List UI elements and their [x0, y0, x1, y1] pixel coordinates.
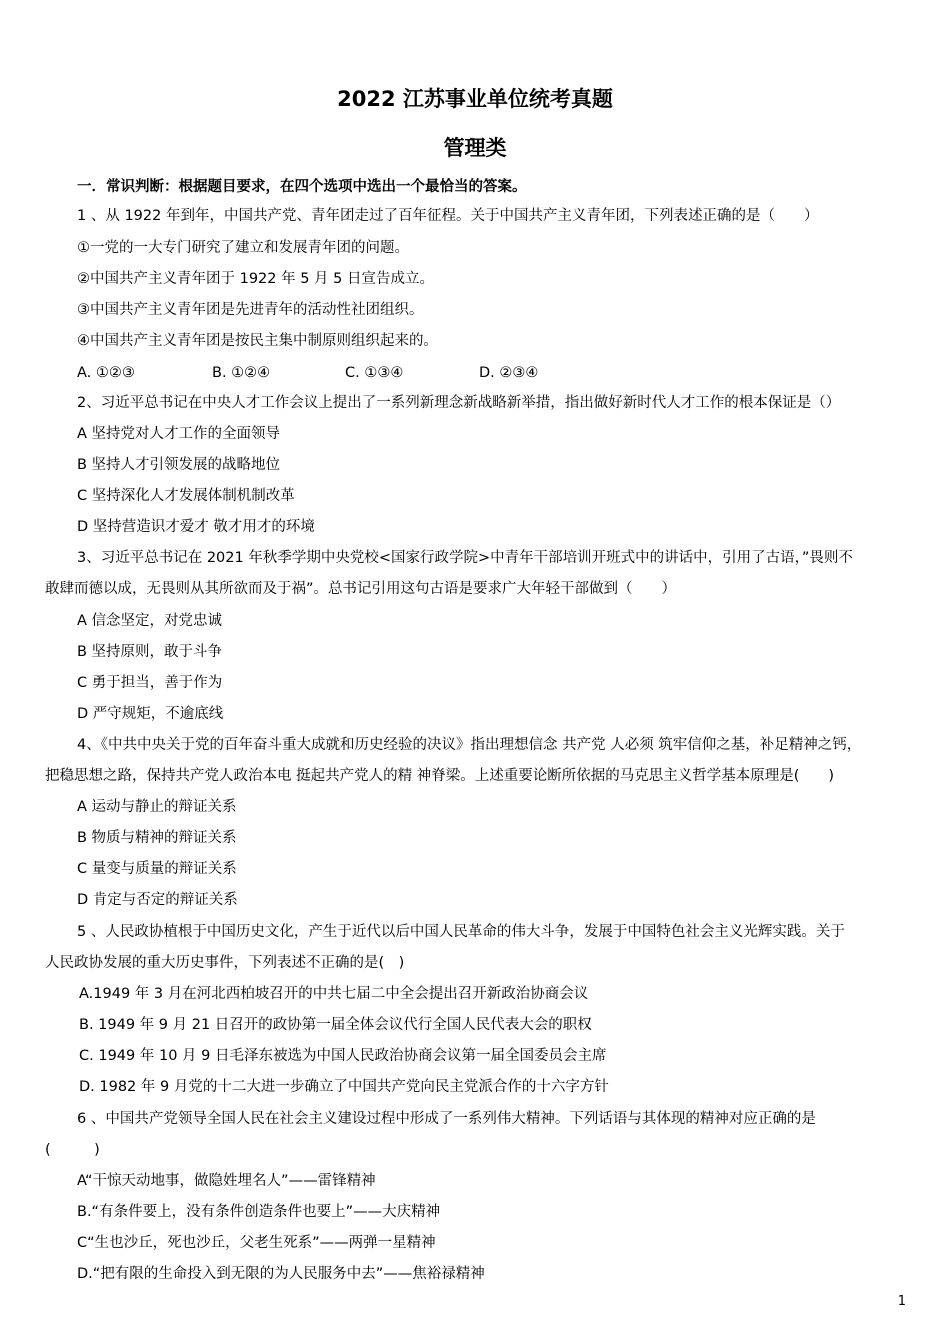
- question-5-option-b: B. 1949 年 9 月 21 日召开的政协第一届全体会议代行全国人民代表大会的职权: [79, 1017, 592, 1033]
- question-1-option-a: A. ①②③: [77, 365, 135, 381]
- question-5-stem-line-2: 人民政协发展的重大历史事件，下列表述不正确的是( ): [45, 955, 405, 971]
- question-3-stem-line-1: 3、习近平总书记在 2021 年秋季学期中央党校<国家行政学院>中青年干部培训开班式中的讲话中，引用了古语，”畏则不: [77, 550, 853, 566]
- question-4-option-a: A 运动与静止的辩证关系: [77, 799, 237, 815]
- question-2-option-a: A 坚持党对人才工作的全面领导: [77, 426, 281, 442]
- question-2-stem: 2、习近平总书记在中央人才工作会议上提出了一系列新理念新战略新举措，指出做好新时代人才工作的根本保证是（）: [77, 395, 841, 411]
- question-1-option-b: B. ①②④: [212, 365, 271, 381]
- question-1-statement-2: ②中国共产主义青年团于 1922 年 5 月 5 日宣告成立。: [77, 271, 435, 287]
- question-6-stem-line-2: ( ): [45, 1142, 100, 1158]
- question-6-option-d: D.“把有限的生命投入到无限的为人民服务中去”——焦裕禄精神: [77, 1266, 485, 1282]
- question-5-option-c: C. 1949 年 10 月 9 日毛泽东被选为中国人民政治协商会议第一届全国委员会主席: [79, 1048, 607, 1064]
- question-2-option-c: C 坚持深化人才发展体制机制改革: [77, 488, 295, 504]
- question-5-stem-line-1: 5 、人民政协植根于中国历史文化，产生于近代以后中国人民革命的伟大斗争，发展于中国特色社会主义光辉实践。关于: [77, 924, 845, 940]
- question-1-stem: 1 、从 1922 年到年，中国共产党、青年团走过了百年征程。关于中国共产主义青年团，下列表述正确的是（ ）: [77, 208, 819, 224]
- question-3-option-a: A 信念坚定，对党忠诚: [77, 613, 223, 629]
- question-2-option-b: B 坚持人才引领发展的战略地位: [77, 457, 281, 473]
- page-number: 1: [897, 1294, 906, 1309]
- question-4-stem-line-1: 4、《中共中央关于党的百年奋斗重大成就和历史经验的决议》指出理想信念 共产党 人必须 筑牢信仰之基，补足精神之钙，: [77, 737, 862, 753]
- question-6-option-a: A“干惊天动地事，做隐姓埋名人”——雷锋精神: [77, 1173, 376, 1189]
- question-3-option-b: B 坚持原则，敢于斗争: [77, 644, 223, 660]
- question-5-option-d: D. 1982 年 9 月党的十二大进一步确立了中国共产党向民主党派合作的十六字方针: [79, 1079, 609, 1095]
- question-4-option-c: C 量变与质量的辩证关系: [77, 861, 237, 877]
- question-1-option-d: D. ②③④: [479, 365, 539, 381]
- document-title: 2022 江苏事业单位统考真题: [337, 87, 613, 111]
- question-5-option-a: A.1949 年 3 月在河北西柏坡召开的中共七届二中全会提出召开新政治协商会议: [79, 986, 589, 1002]
- question-2-option-d: D 坚持营造识才爱才 敬才用才的环境: [77, 519, 315, 535]
- document-subtitle: 管理类: [443, 136, 507, 160]
- question-1-statement-4: ④中国共产主义青年团是按民主集中制原则组织起来的。: [77, 333, 438, 349]
- question-1-statement-3: ③中国共产主义青年团是先进青年的活动性社团组织。: [77, 302, 424, 318]
- question-4-option-d: D 肯定与否定的辩证关系: [77, 892, 238, 908]
- question-3-option-c: C 勇于担当，善于作为: [77, 675, 223, 691]
- question-1-option-c: C. ①③④: [345, 365, 404, 381]
- question-4-stem-line-2: 把稳思想之路，保持共产党人政治本电 挺起共产党人的精 神脊梁。上述重要论断所依据的马克思主义哲学基本原理是( ): [45, 768, 835, 784]
- question-3-option-d: D 严守规矩，不逾底线: [77, 706, 224, 722]
- question-6-option-c: C“生也沙丘，死也沙丘，父老生死系”——两弹一星精神: [77, 1235, 436, 1251]
- question-4-option-b: B 物质与精神的辩证关系: [77, 830, 237, 846]
- question-1-statement-1: ①一党的一大专门研究了建立和发展青年团的问题。: [77, 240, 409, 256]
- question-6-stem-line-1: 6 、中国共产党领导全国人民在社会主义建设过程中形成了一系列伟大精神。下列话语与其体现的精神对应正确的是: [77, 1111, 816, 1127]
- section-heading: 一．常识判断：根据题目要求，在四个选项中选出一个最恰当的答案。: [77, 179, 527, 195]
- question-6-option-b: B.“有条件要上，没有条件创造条件也要上”——大庆精神: [77, 1204, 441, 1220]
- question-3-stem-line-2: 敢肆而德以成，无畏则从其所欲而及于祸”。总书记引用这句古语是要求广大年轻干部做到（ ）: [45, 581, 677, 597]
